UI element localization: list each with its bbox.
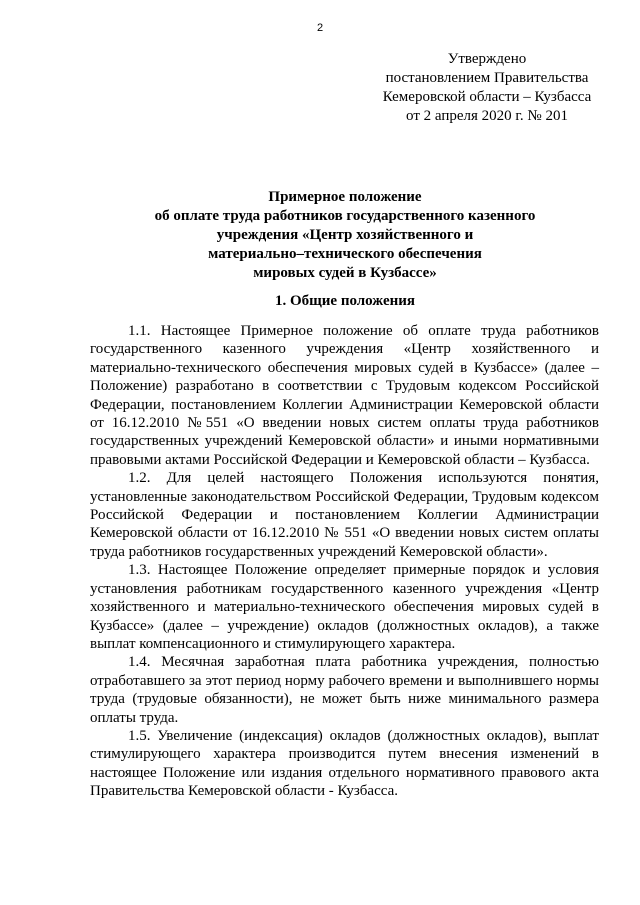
section-body	[90, 322, 599, 801]
approval-line: Кемеровской области – Кузбасса	[382, 89, 592, 105]
approval-stamp	[373, 50, 601, 126]
paragraph-1-4: 1.4. Месячная заработная плата работника учреждения, полностью отработавшего за этот период норму рабочего времени и выполнившего нормы труда (трудовые обязанности), не может быть ниже минимального размера оплаты труда.	[90, 654, 599, 726]
approval-line: от 2 апреля 2020 г. № 201	[406, 108, 568, 124]
title-line: мировых судей в Кузбассе»	[253, 265, 437, 281]
page-number: 2	[316, 22, 324, 34]
approval-line: постановлением Правительства	[385, 70, 589, 86]
paragraph-1-3: 1.3. Настоящее Положение определяет примерные порядок и условия установления работникам государственного казенного учреждения «Центр хозяйственного и материально-технического обеспечения мировых судей в Кузбассе» (далее – учреждение) окладов (должностных окладов), а также выплат компенсационного и стимулирующего характера.	[90, 562, 599, 652]
title-line: об оплате труда работников государственного казенного	[154, 208, 536, 224]
paragraph-1-1: 1.1. Настоящее Примерное положение об оплате труда работников государственного казенного учреждения «Центр хозяйственного и материально-технического обеспечения мировых судей в Кузбассе» (далее – Положение) разработано в соответствии с Трудовым кодексом Российской Федерации, постановлением Коллегии Администрации Кемеровской области от 16.12.2010 №551 «О введении новых систем оплаты труда работников государственных учреждений Кемеровской области» и иными нормативными правовыми актами Российской Федерации и Кемеровской области – Кузбасса.	[90, 323, 599, 468]
title-line: учреждения «Центр хозяйственного и	[216, 227, 474, 243]
title-line: материально–технического обеспечения	[208, 246, 482, 262]
paragraph-1-2: 1.2. Для целей настоящего Положения используются понятия, установленные законодательством Российской Федерации, Трудовым кодексом Российской Федерации и постановлением Коллегии Администрации Кемеровской области от 16.12.2010 № 551 «О введении новых систем оплаты труда работников государственных учреждений Кемеровской области».	[90, 470, 599, 560]
title-line: Примерное положение	[268, 189, 422, 205]
approval-line: Утверждено	[447, 51, 527, 67]
section-heading: 1. Общие положения	[274, 293, 416, 309]
paragraph-1-5: 1.5. Увеличение (индексация) окладов (должностных окладов), выплат стимулирующего характера производится путем внесения изменений в настоящее Положение или издания отдельного нормативного правового акта Правительства Кемеровской области - Кузбасса.	[90, 727, 599, 800]
document-title	[0, 188, 640, 283]
